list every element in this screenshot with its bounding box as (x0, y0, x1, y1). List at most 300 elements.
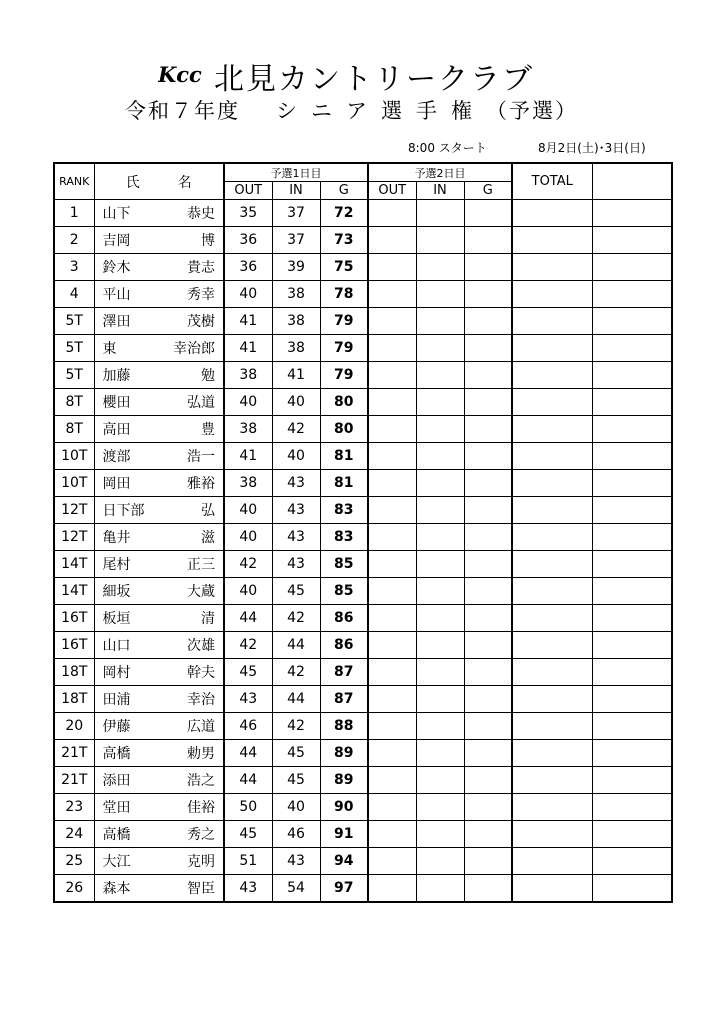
day2-in-cell (416, 875, 464, 903)
day2-in-cell (416, 740, 464, 767)
player-name-cell (94, 848, 224, 875)
day2-in-cell (416, 821, 464, 848)
day1-gross-cell: 86 (320, 632, 368, 659)
extra-cell (592, 767, 672, 794)
day1-in-cell: 37 (272, 227, 320, 254)
day1-gross-cell: 83 (320, 497, 368, 524)
day2-in-cell (416, 227, 464, 254)
total-cell (512, 362, 592, 389)
player-family-name: 添田 (102, 773, 131, 789)
extra-cell (592, 524, 672, 551)
name-header-2: 名 (177, 174, 192, 191)
day2-out-header: OUT (368, 182, 416, 200)
player-family-name: 岡田 (102, 476, 131, 492)
day2-in-cell (416, 254, 464, 281)
day2-in-cell (416, 416, 464, 443)
day2-in-cell (416, 632, 464, 659)
day1-in-cell: 43 (272, 551, 320, 578)
day1-out-cell: 41 (224, 335, 272, 362)
total-cell (512, 848, 592, 875)
day1-in-cell: 43 (272, 470, 320, 497)
day1-out-cell: 35 (224, 200, 272, 227)
player-family-name: 高橋 (102, 746, 131, 762)
day2-out-cell (368, 767, 416, 794)
player-name-cell (94, 200, 224, 227)
day1-out-cell: 36 (224, 254, 272, 281)
day2-gross-cell (464, 227, 512, 254)
extra-cell (592, 362, 672, 389)
table-row (54, 659, 672, 686)
table-row (54, 632, 672, 659)
day2-out-cell (368, 551, 416, 578)
day2-gross-cell (464, 821, 512, 848)
table-row (54, 416, 672, 443)
day2-in-cell (416, 767, 464, 794)
total-cell (512, 740, 592, 767)
total-cell (512, 875, 592, 903)
player-name-cell (94, 281, 224, 308)
rank-cell: 5T (54, 362, 94, 389)
day2-out-cell (368, 335, 416, 362)
day2-gross-cell (464, 740, 512, 767)
day2-gross-cell (464, 335, 512, 362)
day1-gross-cell: 97 (320, 875, 368, 903)
player-name-cell (94, 524, 224, 551)
rank-cell: 18T (54, 659, 94, 686)
day1-out-cell: 40 (224, 578, 272, 605)
day2-in-cell (416, 524, 464, 551)
player-given-name: 幹夫 (187, 665, 215, 681)
rank-header: RANK (54, 163, 94, 200)
player-name-cell (94, 794, 224, 821)
total-header: TOTAL (512, 163, 592, 200)
player-name-cell (94, 686, 224, 713)
player-family-name: 澤田 (102, 314, 131, 330)
player-given-name: 弘 (201, 503, 215, 519)
extra-cell (592, 578, 672, 605)
day2-gross-cell (464, 362, 512, 389)
extra-cell (592, 254, 672, 281)
total-cell (512, 497, 592, 524)
total-cell (512, 308, 592, 335)
day2-gross-cell (464, 578, 512, 605)
day2-out-cell (368, 443, 416, 470)
day1-gross-cell: 90 (320, 794, 368, 821)
day2-gross-cell (464, 308, 512, 335)
rank-cell: 25 (54, 848, 94, 875)
table-row (54, 713, 672, 740)
day1-gross-cell: 73 (320, 227, 368, 254)
day2-gross-cell (464, 686, 512, 713)
player-family-name: 高田 (102, 422, 131, 438)
extra-cell (592, 740, 672, 767)
day1-in-cell: 43 (272, 848, 320, 875)
player-family-name: 鈴木 (102, 260, 131, 276)
day1-in-cell: 43 (272, 497, 320, 524)
extra-cell (592, 308, 672, 335)
player-given-name: 秀幸 (187, 287, 215, 303)
player-given-name: 佳裕 (187, 800, 215, 816)
day1-out-cell: 43 (224, 875, 272, 903)
player-name-cell (94, 254, 224, 281)
day1-in-cell: 38 (272, 308, 320, 335)
day1-out-cell: 40 (224, 524, 272, 551)
player-name-cell (94, 605, 224, 632)
day2-in-cell (416, 389, 464, 416)
player-family-name: 吉岡 (102, 233, 131, 249)
day2-out-cell (368, 848, 416, 875)
extra-cell (592, 848, 672, 875)
extra-cell (592, 659, 672, 686)
day2-out-cell (368, 470, 416, 497)
extra-cell (592, 632, 672, 659)
day1-in-cell: 42 (272, 416, 320, 443)
player-name-cell (94, 713, 224, 740)
total-cell (512, 416, 592, 443)
day2-out-cell (368, 713, 416, 740)
table-row (54, 821, 672, 848)
day2-gross-cell (464, 443, 512, 470)
day1-out-cell: 40 (224, 389, 272, 416)
extra-cell (592, 497, 672, 524)
total-cell (512, 659, 592, 686)
player-given-name: 広道 (187, 719, 215, 735)
total-cell (512, 821, 592, 848)
player-given-name: 浩之 (187, 773, 215, 789)
rank-cell: 16T (54, 632, 94, 659)
player-given-name: 勉 (201, 368, 215, 384)
extra-cell (592, 875, 672, 903)
day2-in-cell (416, 470, 464, 497)
name-header (94, 163, 224, 200)
player-given-name: 恭史 (187, 206, 215, 222)
table-row (54, 443, 672, 470)
table-row (54, 848, 672, 875)
rank-cell: 12T (54, 497, 94, 524)
rank-cell: 10T (54, 470, 94, 497)
player-name-cell (94, 578, 224, 605)
day1-in-cell: 42 (272, 659, 320, 686)
player-family-name: 平山 (102, 287, 131, 303)
player-given-name: 秀之 (187, 827, 215, 843)
day2-gross-cell (464, 551, 512, 578)
day1-gross-cell: 81 (320, 470, 368, 497)
player-family-name: 伊藤 (102, 719, 131, 735)
day2-out-cell (368, 659, 416, 686)
table-row (54, 767, 672, 794)
player-family-name: 渡部 (102, 449, 131, 465)
day1-out-cell: 42 (224, 551, 272, 578)
rank-cell: 21T (54, 740, 94, 767)
day2-out-cell (368, 227, 416, 254)
day1-gross-cell: 85 (320, 551, 368, 578)
day1-out-cell: 44 (224, 767, 272, 794)
table-row (54, 200, 672, 227)
day1-in-cell: 45 (272, 740, 320, 767)
player-name-cell (94, 470, 224, 497)
player-given-name: 弘道 (187, 395, 215, 411)
day1-in-cell: 42 (272, 605, 320, 632)
total-cell (512, 713, 592, 740)
day2-gross-cell (464, 524, 512, 551)
day1-gross-cell: 81 (320, 443, 368, 470)
total-cell (512, 335, 592, 362)
rank-cell: 8T (54, 416, 94, 443)
player-name-cell (94, 740, 224, 767)
player-family-name: 大江 (102, 854, 131, 870)
day2-out-cell (368, 497, 416, 524)
day1-g-header: G (320, 182, 368, 200)
player-family-name: 田浦 (102, 692, 131, 708)
table-row (54, 470, 672, 497)
day2-out-cell (368, 416, 416, 443)
day2-out-cell (368, 605, 416, 632)
player-given-name: 雅裕 (187, 476, 215, 492)
day1-out-cell: 36 (224, 227, 272, 254)
day2-gross-cell (464, 200, 512, 227)
rank-cell: 1 (54, 200, 94, 227)
extra-cell (592, 686, 672, 713)
day1-gross-cell: 83 (320, 524, 368, 551)
player-given-name: 次雄 (187, 638, 215, 654)
day2-gross-cell (464, 794, 512, 821)
player-name-cell (94, 362, 224, 389)
player-family-name: 東 (102, 341, 117, 357)
day1-gross-cell: 79 (320, 362, 368, 389)
day1-in-cell: 44 (272, 686, 320, 713)
table-row (54, 497, 672, 524)
results-table (53, 162, 673, 903)
player-given-name: 茂樹 (187, 314, 215, 330)
player-name-cell (94, 389, 224, 416)
day1-out-cell: 38 (224, 470, 272, 497)
player-given-name: 幸治 (187, 692, 215, 708)
club-name: 北見カントリークラブ (214, 62, 534, 97)
day2-in-cell (416, 281, 464, 308)
day1-gross-cell: 86 (320, 605, 368, 632)
day1-header: 予選1日目 (224, 163, 368, 182)
day1-in-cell: 40 (272, 794, 320, 821)
rank-cell: 24 (54, 821, 94, 848)
day1-out-cell: 38 (224, 416, 272, 443)
extra-cell (592, 335, 672, 362)
day1-in-cell: 38 (272, 281, 320, 308)
player-given-name: 博 (201, 233, 215, 249)
player-family-name: 日下部 (102, 503, 145, 519)
extra-cell (592, 470, 672, 497)
day2-gross-cell (464, 848, 512, 875)
rank-cell: 26 (54, 875, 94, 903)
day1-in-cell: 46 (272, 821, 320, 848)
day1-gross-cell: 89 (320, 740, 368, 767)
table-row (54, 605, 672, 632)
day2-gross-cell (464, 470, 512, 497)
day2-out-cell (368, 821, 416, 848)
day2-out-cell (368, 632, 416, 659)
extra-cell (592, 443, 672, 470)
event-year: 令和７年度 (125, 99, 240, 123)
total-cell (512, 551, 592, 578)
day1-gross-cell: 94 (320, 848, 368, 875)
day2-out-cell (368, 875, 416, 903)
table-row (54, 578, 672, 605)
day1-gross-cell: 72 (320, 200, 368, 227)
player-family-name: 細坂 (102, 584, 131, 600)
day1-in-cell: 37 (272, 200, 320, 227)
day1-out-cell: 41 (224, 443, 272, 470)
day1-gross-cell: 87 (320, 659, 368, 686)
day2-header: 予選2日目 (368, 163, 512, 182)
day2-in-cell (416, 578, 464, 605)
player-family-name: 尾村 (102, 557, 131, 573)
day2-out-cell (368, 578, 416, 605)
day2-gross-cell (464, 389, 512, 416)
rank-cell: 10T (54, 443, 94, 470)
player-name-cell (94, 416, 224, 443)
day2-out-cell (368, 524, 416, 551)
event-name: シニア選手権 (276, 99, 486, 123)
total-cell (512, 794, 592, 821)
club-logo (158, 62, 202, 86)
extra-cell (592, 821, 672, 848)
rank-cell: 4 (54, 281, 94, 308)
player-given-name: 浩一 (187, 449, 215, 465)
total-cell (512, 470, 592, 497)
day1-in-cell: 54 (272, 875, 320, 903)
day1-out-cell: 50 (224, 794, 272, 821)
player-name-cell (94, 443, 224, 470)
day1-gross-cell: 87 (320, 686, 368, 713)
player-family-name: 亀井 (102, 530, 131, 546)
event-dates: 8月2日(土)･3日(日) (538, 141, 646, 155)
total-cell (512, 443, 592, 470)
day2-in-cell (416, 551, 464, 578)
total-cell (512, 389, 592, 416)
table-row (54, 794, 672, 821)
day2-gross-cell (464, 281, 512, 308)
player-name-cell (94, 308, 224, 335)
player-name-cell (94, 659, 224, 686)
extra-cell (592, 713, 672, 740)
day2-in-cell (416, 362, 464, 389)
total-cell (512, 632, 592, 659)
day1-in-cell: 41 (272, 362, 320, 389)
day1-out-cell: 40 (224, 281, 272, 308)
day2-in-cell (416, 335, 464, 362)
rank-cell: 3 (54, 254, 94, 281)
rank-cell: 14T (54, 578, 94, 605)
player-name-cell (94, 551, 224, 578)
start-time: 8:00 スタート (408, 141, 487, 155)
rank-cell: 18T (54, 686, 94, 713)
day2-gross-cell (464, 875, 512, 903)
table-row (54, 308, 672, 335)
day2-in-cell (416, 308, 464, 335)
rank-cell: 8T (54, 389, 94, 416)
rank-cell: 5T (54, 308, 94, 335)
day1-out-cell: 41 (224, 308, 272, 335)
extra-cell (592, 200, 672, 227)
day2-in-cell (416, 497, 464, 524)
day2-in-cell (416, 659, 464, 686)
extra-cell (592, 227, 672, 254)
day2-gross-cell (464, 767, 512, 794)
day1-gross-cell: 80 (320, 389, 368, 416)
player-given-name: 勅男 (187, 746, 215, 762)
table-row (54, 227, 672, 254)
event-title (125, 95, 578, 125)
table-row (54, 551, 672, 578)
extra-cell (592, 794, 672, 821)
total-cell (512, 524, 592, 551)
day1-out-cell: 44 (224, 605, 272, 632)
name-header-1: 氏 (125, 174, 140, 191)
player-given-name: 克明 (187, 854, 215, 870)
player-name-cell (94, 497, 224, 524)
day1-out-cell: 43 (224, 686, 272, 713)
rank-cell: 20 (54, 713, 94, 740)
day1-gross-cell: 91 (320, 821, 368, 848)
day2-gross-cell (464, 605, 512, 632)
day1-gross-cell: 88 (320, 713, 368, 740)
day1-in-cell: 40 (272, 389, 320, 416)
total-cell (512, 200, 592, 227)
player-family-name: 高橋 (102, 827, 131, 843)
day1-in-cell: 45 (272, 767, 320, 794)
extra-cell (592, 416, 672, 443)
extra-cell (592, 605, 672, 632)
day2-in-cell (416, 443, 464, 470)
day2-g-header: G (464, 182, 512, 200)
total-cell (512, 227, 592, 254)
day1-out-cell: 45 (224, 659, 272, 686)
rank-cell: 16T (54, 605, 94, 632)
player-name-cell (94, 875, 224, 903)
event-qualifier: （予選） (486, 99, 578, 123)
rank-cell: 12T (54, 524, 94, 551)
logo-lettering: Kcc (158, 62, 202, 86)
day2-in-header: IN (416, 182, 464, 200)
day1-out-cell: 45 (224, 821, 272, 848)
player-name-cell (94, 335, 224, 362)
day1-out-cell: 44 (224, 740, 272, 767)
rank-cell: 5T (54, 335, 94, 362)
day1-gross-cell: 85 (320, 578, 368, 605)
player-given-name: 滋 (201, 530, 215, 546)
day2-in-cell (416, 200, 464, 227)
day2-out-cell (368, 794, 416, 821)
day1-in-cell: 42 (272, 713, 320, 740)
day1-out-cell: 51 (224, 848, 272, 875)
table-row (54, 686, 672, 713)
table-row (54, 281, 672, 308)
player-given-name: 清 (201, 611, 215, 627)
player-given-name: 幸治郎 (173, 341, 215, 357)
day2-in-cell (416, 794, 464, 821)
day1-out-header: OUT (224, 182, 272, 200)
day1-out-cell: 38 (224, 362, 272, 389)
day2-out-cell (368, 200, 416, 227)
player-given-name: 正三 (187, 557, 215, 573)
player-family-name: 岡村 (102, 665, 131, 681)
table-row (54, 524, 672, 551)
rank-cell: 23 (54, 794, 94, 821)
day2-out-cell (368, 686, 416, 713)
day1-in-header: IN (272, 182, 320, 200)
day2-out-cell (368, 308, 416, 335)
extra-cell (592, 551, 672, 578)
total-cell (512, 281, 592, 308)
